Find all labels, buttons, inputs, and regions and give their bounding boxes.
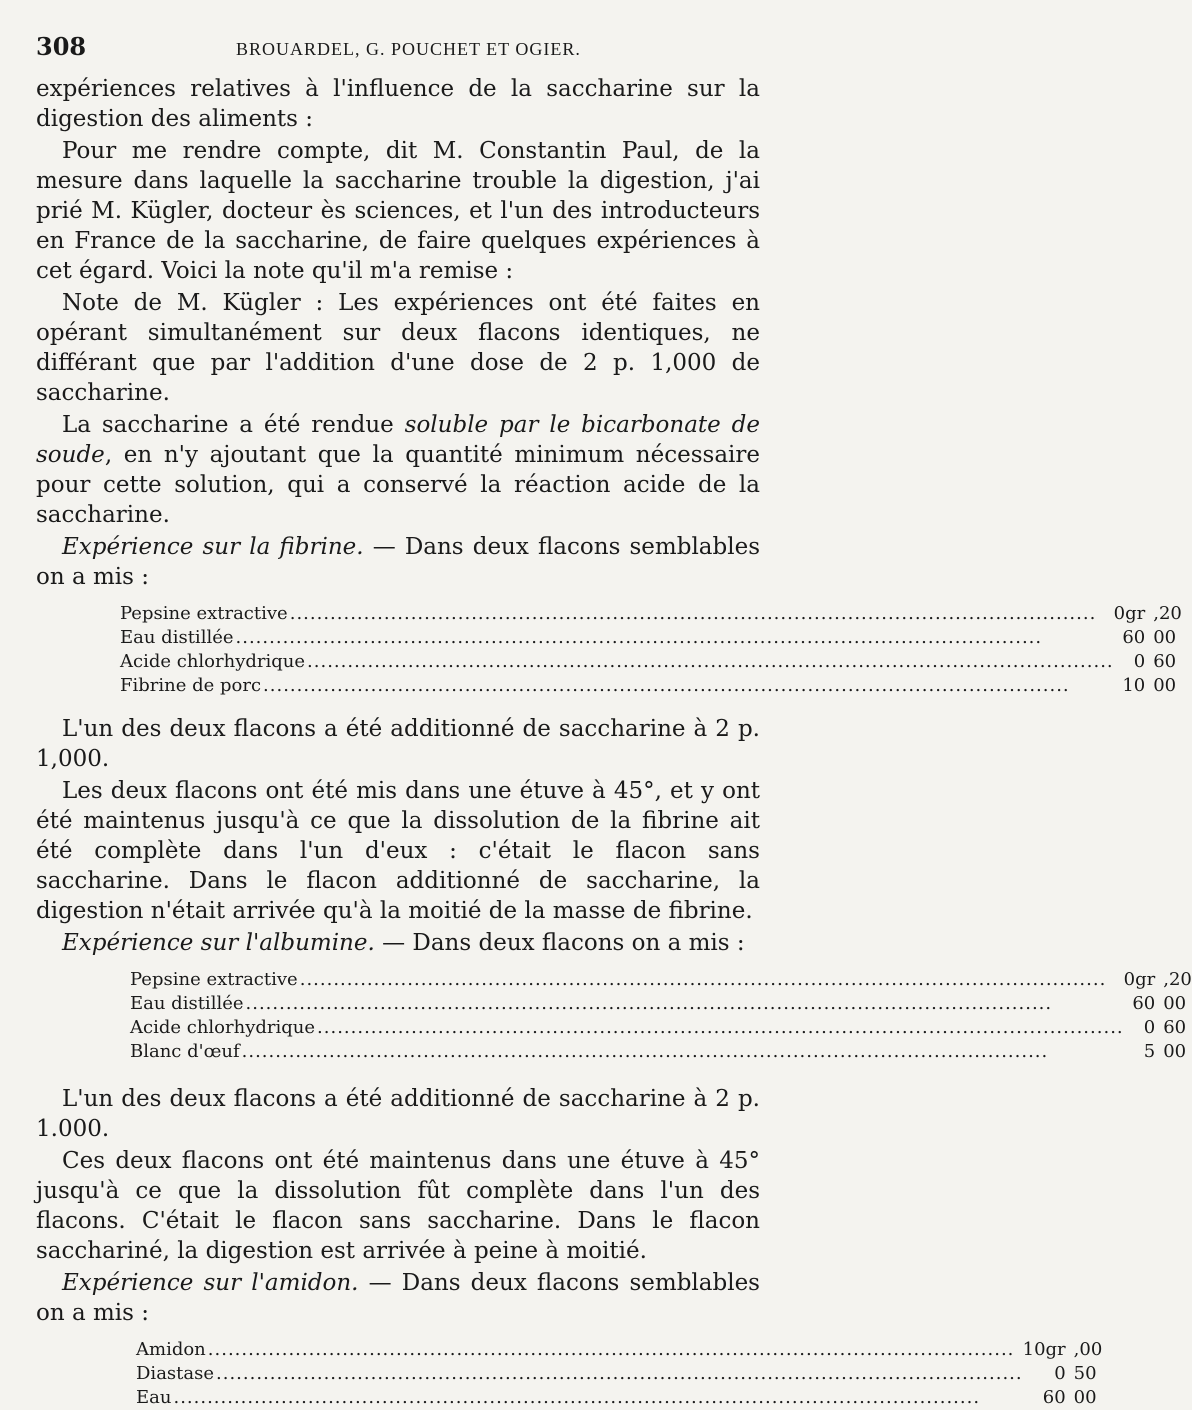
table-row	[120, 626, 1182, 650]
paragraph	[36, 532, 760, 592]
quantity-integer: 60	[1042, 1387, 1066, 1408]
quantity-decimal: 00	[1153, 627, 1177, 648]
quantity-integer: 10gr	[1022, 1339, 1066, 1360]
ingredient-name: Acide chlorhydrique	[130, 1017, 316, 1038]
text-run: La saccharine a été rendue	[62, 412, 405, 438]
dot-leader: ........................................................................................................................	[235, 627, 1043, 648]
paragraph: expériences relatives à l'influence de la saccharine sur la digestion des aliments :	[36, 76, 760, 132]
ingredient-name: Fibrine de porc	[120, 675, 262, 696]
table-fibrine	[120, 602, 1182, 698]
quantity-integer: 60	[1122, 627, 1146, 648]
dot-leader: ........................................................................................................................	[245, 993, 1053, 1014]
table-row	[136, 1386, 1102, 1410]
ingredient-name: Eau distillée	[130, 993, 244, 1014]
running-title: BROUARDEL, G. POUCHET ET OGIER.	[236, 39, 581, 59]
table-amidon	[136, 1338, 1102, 1410]
ingredient-name: Pepsine extractive	[120, 603, 288, 624]
dot-leader: ........................................................................................................................	[173, 1387, 981, 1408]
dot-leader: ........................................................................................................................	[216, 1363, 1023, 1384]
table-row	[120, 650, 1182, 674]
quantity-decimal: 50	[1073, 1363, 1097, 1384]
paragraph: Ces deux flacons ont été maintenus dans une étuve à 45° jusqu'à ce que la dissolution fût complète dans l'un des flacons. C'était le flacon sans saccharine. Dans le flacon sacchariné, la digestion est arrivée à peine à moitié.	[36, 1148, 760, 1264]
dot-leader: ........................................................................................................................	[289, 603, 1097, 624]
ingredient-name: Acide chlorhydrique	[120, 651, 306, 672]
paragraph	[36, 1268, 760, 1328]
page-header	[36, 32, 760, 66]
dot-leader: ........................................................................................................................	[317, 1017, 1124, 1038]
section-heading-albumine: Expérience sur l'albumine.	[62, 930, 375, 956]
paragraph: L'un des deux flacons a été additionné de saccharine à 2 p. 1.000.	[36, 1086, 760, 1142]
table-row	[130, 968, 1192, 992]
paragraph: L'un des deux flacons a été additionné de saccharine à 2 p. 1,000.	[36, 716, 760, 772]
quantity-decimal: 00	[1073, 1387, 1097, 1408]
quantity-integer: 0	[1143, 1017, 1156, 1038]
quantity-integer: 5	[1143, 1041, 1156, 1062]
dot-leader: ........................................................................................................................	[263, 675, 1070, 696]
dot-leader: ........................................................................................................................	[299, 969, 1107, 990]
ingredient-name: Eau	[136, 1387, 172, 1408]
quantity-integer: 60	[1132, 993, 1156, 1014]
quantity-integer: 0gr	[1123, 969, 1156, 990]
quantity-decimal: 60	[1163, 1017, 1187, 1038]
italic-run: soluble par le bicarbonate de soude	[36, 412, 760, 468]
quantity-decimal: ,20	[1153, 603, 1182, 624]
table-row	[130, 992, 1192, 1016]
page-body	[36, 74, 1192, 1410]
text-run: — Dans deux flacons semblables on a mis :	[36, 534, 761, 590]
quantity-integer: 0	[1054, 1363, 1066, 1384]
section-heading-amidon: Expérience sur l'amidon.	[62, 1270, 359, 1296]
ingredient-name: Eau distillée	[120, 627, 234, 648]
quantity-decimal: 60	[1153, 651, 1177, 672]
text-run: — Dans deux flacons on a mis :	[374, 930, 745, 956]
table-row	[136, 1362, 1102, 1386]
table-row	[120, 674, 1182, 698]
paragraph	[36, 928, 760, 958]
quantity-integer: 0gr	[1113, 603, 1146, 624]
text-run: — Dans deux flacons semblables on a mis :	[36, 1270, 760, 1326]
quantity-decimal: 00	[1163, 1041, 1187, 1062]
ingredient-name: Diastase	[136, 1363, 215, 1384]
quantity-decimal: ,00	[1073, 1339, 1103, 1360]
paragraph: Pour me rendre compte, dit M. Constantin Paul, de la mesure dans laquelle la saccharine trouble la digestion, j'ai prié M. Kügler, docteur ès sciences, et l'un des introducteurs en France de la saccharine, de faire quelques expériences à cet égard. Voici la note qu'il m'a remise :	[36, 138, 760, 284]
quantity-integer: 0	[1133, 651, 1146, 672]
page-number: 308	[36, 32, 87, 61]
dot-leader: ........................................................................................................................	[207, 1339, 1015, 1360]
text-run: , en n'y ajoutant que la quantité minimum nécessaire pour cette solution, qui a conservé la réaction acide de la saccharine.	[36, 442, 760, 528]
ingredient-name: Pepsine extractive	[130, 969, 298, 990]
table-albumine	[130, 968, 1192, 1064]
quantity-decimal: ,20	[1163, 969, 1192, 990]
quantity-decimal: 00	[1163, 993, 1187, 1014]
paragraph	[36, 410, 760, 530]
dot-leader: ........................................................................................................................	[307, 651, 1114, 672]
ingredient-name: Amidon	[136, 1339, 206, 1360]
ingredient-name: Blanc d'œuf	[130, 1041, 240, 1062]
paragraph: Les deux flacons ont été mis dans une étuve à 45°, et y ont été maintenus jusqu'à ce que la dissolution de la fibrine ait été complète dans l'un d'eux : c'était le flacon sans saccharine. Dans le flacon additionné de saccharine, la digestion n'était arrivée qu'à la moitié de la masse de fibrine.	[36, 778, 760, 924]
table-row	[130, 1016, 1192, 1040]
quantity-integer: 10	[1122, 675, 1146, 696]
section-heading-fibrine: Expérience sur la fibrine.	[62, 534, 364, 560]
quantity-decimal: 00	[1153, 675, 1177, 696]
dot-leader: ........................................................................................................................	[241, 1041, 1049, 1062]
table-row	[136, 1338, 1102, 1362]
table-row	[130, 1040, 1192, 1064]
table-row	[120, 602, 1182, 626]
paragraph: Note de M. Kügler : Les expériences ont été faites en opérant simultanément sur deux flacons identiques, ne différant que par l'addition d'une dose de 2 p. 1,000 de saccharine.	[36, 290, 760, 406]
